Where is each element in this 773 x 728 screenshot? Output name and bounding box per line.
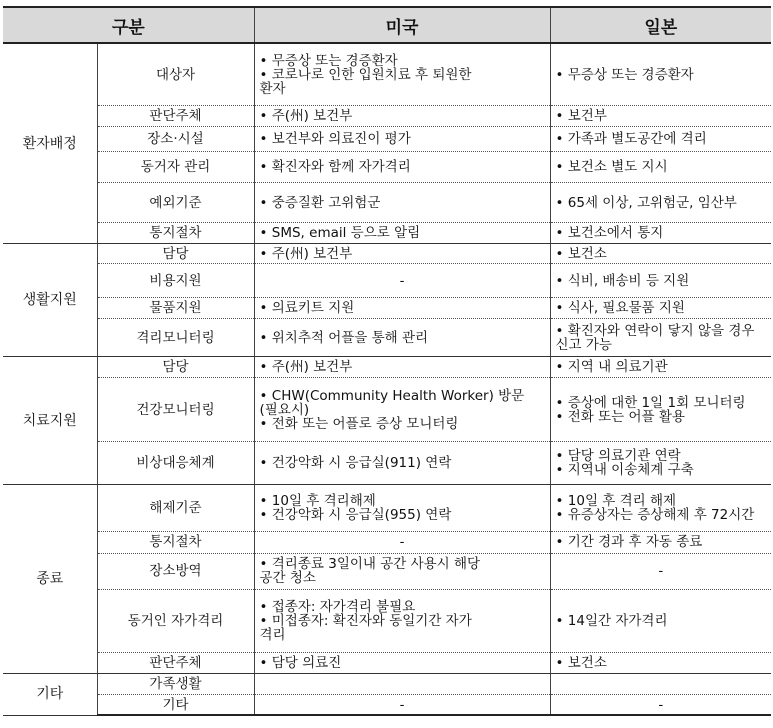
usa-cell-line: • 위치추적 어플을 통해 관리	[259, 329, 429, 346]
japan-cell-line: • 보건소	[555, 654, 607, 671]
usa-cell	[254, 106, 550, 127]
usa-cell-line: 공간 청소	[259, 570, 316, 587]
usa-cell	[254, 43, 550, 106]
usa-cell	[254, 244, 550, 264]
usa-cell-line: • 격리종료 3일이내 공간 사용시 해당	[259, 556, 481, 573]
item-cell: 담당	[97, 357, 254, 378]
japan-cell-line: • 확진자와 연락이 닿지 않을 경우	[555, 322, 755, 339]
japan-cell	[550, 264, 771, 297]
japan-cell-line: • 식비, 배송비 등 지원	[555, 272, 690, 289]
usa-cell	[254, 127, 550, 152]
japan-cell	[550, 106, 771, 127]
japan-cell	[550, 151, 771, 182]
usa-cell-line: 환자	[259, 80, 286, 97]
usa-cell-line: -	[399, 696, 405, 713]
table-row	[3, 485, 771, 532]
usa-cell-line: • 10일 후 격리해제	[259, 493, 376, 510]
japan-cell	[550, 357, 771, 378]
item-cell: 동거인 자가격리	[97, 590, 254, 653]
comparison-table	[3, 6, 771, 716]
usa-cell-line: • 무증상 또는 경증환자	[259, 52, 398, 69]
usa-cell	[254, 441, 550, 485]
usa-cell-line: • 전화 또는 어플로 증상 모니터링	[259, 415, 459, 432]
japan-cell-line: • 65세 이상, 고위험군, 임산부	[555, 194, 737, 211]
header-row	[3, 7, 771, 43]
item-cell: 건강모니터링	[97, 378, 254, 442]
category-cell: 종료	[3, 485, 97, 674]
usa-cell	[254, 674, 550, 695]
japan-cell	[550, 378, 771, 442]
item-cell: 기타	[97, 695, 254, 715]
usa-cell-line: -	[399, 272, 405, 289]
table-row	[3, 223, 771, 244]
usa-cell	[254, 183, 550, 223]
usa-cell	[254, 553, 550, 590]
usa-cell	[254, 151, 550, 182]
usa-cell-line: • 중증질환 고위험군	[259, 194, 381, 211]
japan-cell	[550, 297, 771, 318]
usa-cell-line: • CHW(Community Health Worker) 방문	[259, 387, 525, 404]
japan-cell-line: • 유증상자는 증상해제 후 72시간	[555, 507, 755, 524]
japan-cell-line: • 10일 후 격리 해제	[555, 493, 677, 510]
japan-cell	[550, 674, 771, 695]
japan-cell-line: • 지역 내 의료기관	[555, 359, 668, 376]
usa-cell-line: • 미접종자: 확진자와 동일기간 자가	[259, 613, 472, 630]
usa-cell-line: (필요시)	[259, 401, 310, 418]
japan-cell-line: • 기간 경과 후 자동 종료	[555, 534, 703, 551]
usa-cell-line: • SMS, email 등으로 알림	[259, 225, 421, 242]
japan-cell-line: • 담당 의료기관 연락	[555, 448, 681, 465]
japan-cell-line: • 증상에 대한 1일 1회 모니터링	[555, 394, 746, 411]
usa-cell-line: • 보건부와 의료진이 평가	[259, 130, 411, 147]
japan-cell	[550, 532, 771, 553]
usa-cell-line: • 담당 의료진	[259, 654, 342, 671]
japan-cell	[550, 441, 771, 485]
japan-cell	[550, 590, 771, 653]
usa-cell	[254, 223, 550, 244]
japan-cell-line: • 보건소	[555, 245, 607, 262]
usa-cell-line: • 코로나로 인한 입원치료 후 퇴원한	[259, 66, 472, 83]
usa-cell	[254, 319, 550, 357]
table-row	[3, 127, 771, 152]
usa-cell	[254, 695, 550, 715]
usa-cell	[254, 590, 550, 653]
usa-cell	[254, 378, 550, 442]
item-cell: 동거자 관리	[97, 151, 254, 182]
table-row	[3, 378, 771, 442]
table-row	[3, 319, 771, 357]
table-row	[3, 441, 771, 485]
japan-cell-line: • 무증상 또는 경증환자	[555, 66, 694, 83]
japan-cell-line: 신고 가능	[555, 336, 612, 353]
japan-cell-line: • 14일간 자가격리	[555, 613, 668, 630]
table-row	[3, 695, 771, 715]
usa-cell	[254, 264, 550, 297]
usa-cell-line: • 의료키트 지원	[259, 300, 355, 317]
item-cell: 격리모니터링	[97, 319, 254, 357]
japan-cell	[550, 485, 771, 532]
japan-cell-line: -	[658, 696, 664, 713]
usa-cell-line: 격리	[259, 627, 286, 644]
table-row	[3, 652, 771, 673]
japan-cell-line: • 가족과 별도공간에 격리	[555, 130, 707, 147]
japan-cell	[550, 183, 771, 223]
table-row	[3, 674, 771, 695]
table-row	[3, 553, 771, 590]
item-cell: 통지절차	[97, 532, 254, 553]
japan-cell-line: • 보건부	[555, 108, 607, 125]
usa-cell-line: • 접종자: 자가격리 불필요	[259, 599, 416, 616]
item-cell: 비상대응체계	[97, 441, 254, 485]
table-row	[3, 590, 771, 653]
header-category: 구분	[3, 7, 254, 43]
table-row	[3, 183, 771, 223]
item-cell: 물품지원	[97, 297, 254, 318]
item-cell: 예외기준	[97, 183, 254, 223]
japan-cell	[550, 127, 771, 152]
table-row	[3, 297, 771, 318]
table-body	[3, 43, 771, 715]
japan-cell	[550, 652, 771, 673]
japan-cell-line: • 지역내 이송체계 구축	[555, 462, 694, 479]
item-cell: 판단주체	[97, 106, 254, 127]
table-row	[3, 43, 771, 106]
usa-cell-line: • 주(州) 보건부	[259, 359, 353, 376]
table-row	[3, 532, 771, 553]
table-row	[3, 264, 771, 297]
usa-cell	[254, 357, 550, 378]
item-cell: 장소·시설	[97, 127, 254, 152]
item-cell: 통지절차	[97, 223, 254, 244]
usa-cell-line: -	[399, 534, 405, 551]
comparison-table-grid	[3, 6, 771, 716]
japan-cell	[550, 244, 771, 264]
item-cell: 판단주체	[97, 652, 254, 673]
item-cell: 가족생활	[97, 674, 254, 695]
japan-cell	[550, 553, 771, 590]
header-japan: 일본	[550, 7, 771, 43]
item-cell: 해제기준	[97, 485, 254, 532]
header-usa: 미국	[254, 7, 550, 43]
table-row	[3, 244, 771, 264]
item-cell: 담당	[97, 244, 254, 264]
usa-cell-line: • 주(州) 보건부	[259, 245, 353, 262]
usa-cell-line: • 건강악화 시 응급실(911) 연락	[259, 455, 452, 472]
usa-cell	[254, 485, 550, 532]
japan-cell-line: • 전화 또는 어플 활용	[555, 408, 685, 425]
table-row	[3, 106, 771, 127]
japan-cell	[550, 223, 771, 244]
item-cell: 비용지원	[97, 264, 254, 297]
table-row	[3, 357, 771, 378]
japan-cell	[550, 319, 771, 357]
japan-cell	[550, 695, 771, 715]
category-cell: 생활지원	[3, 244, 97, 357]
japan-cell-line: • 보건소에서 통지	[555, 225, 664, 242]
usa-cell-line: • 건강악화 시 응급실(955) 연락	[259, 507, 452, 524]
category-cell: 환자배정	[3, 43, 97, 244]
category-cell: 치료지원	[3, 357, 97, 485]
item-cell: 대상자	[97, 43, 254, 106]
japan-cell	[550, 43, 771, 106]
japan-cell-line: • 식사, 필요물품 지원	[555, 300, 685, 317]
usa-cell	[254, 532, 550, 553]
japan-cell-line: -	[658, 563, 664, 580]
usa-cell	[254, 297, 550, 318]
table-row	[3, 151, 771, 182]
usa-cell-line: • 확진자와 함께 자가격리	[259, 158, 411, 175]
japan-cell-line: • 보건소 별도 지시	[555, 158, 668, 175]
category-cell: 기타	[3, 674, 97, 715]
item-cell: 장소방역	[97, 553, 254, 590]
usa-cell	[254, 652, 550, 673]
usa-cell-line: • 주(州) 보건부	[259, 108, 353, 125]
